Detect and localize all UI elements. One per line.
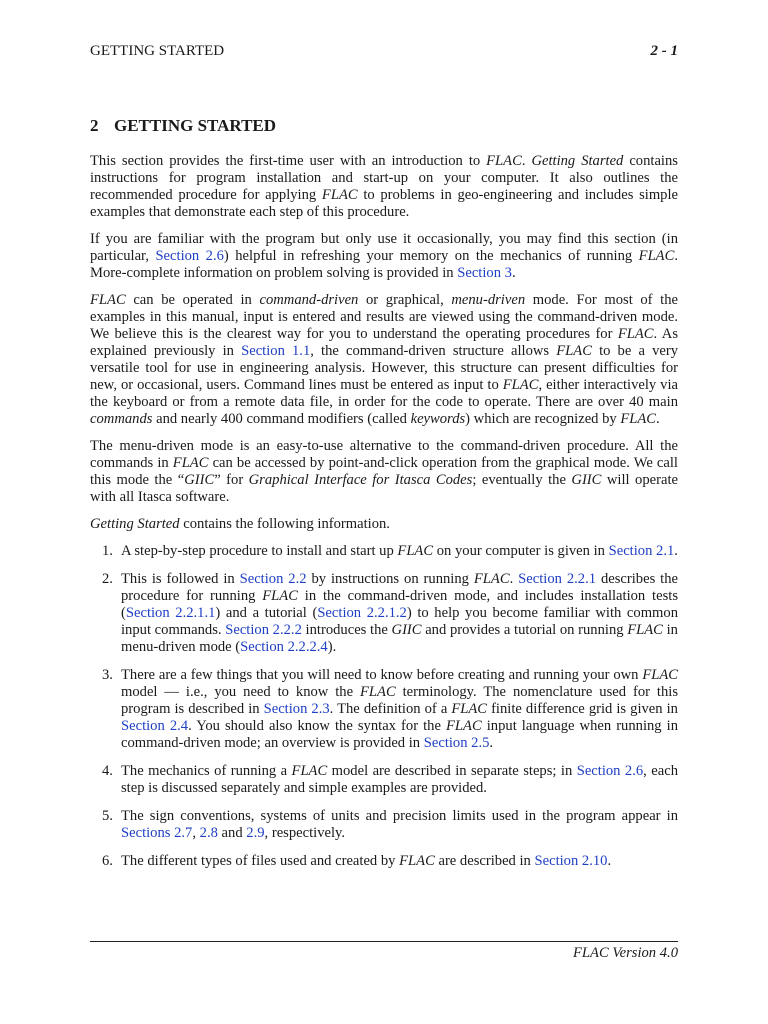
italic-text: FLAC: [627, 622, 663, 638]
text-run: mode. For most of the examples in this manual, input is entered and results are viewed using the command-driven mode. We believe this is the clearest way for you to understand the operating procedures for: [90, 292, 678, 342]
section-link[interactable]: Section 2.2.1.1: [125, 605, 216, 621]
italic-text: FLAC: [397, 543, 434, 559]
text-run: in menu-driven mode (: [121, 622, 678, 655]
text-run: on your computer is given in: [433, 543, 609, 559]
italic-text: FLAC: [638, 248, 675, 264]
section-link[interactable]: Section 2.6: [576, 763, 644, 779]
text-run: , the command-driven structure allows: [310, 343, 557, 359]
text-run: A step-by-step procedure to install and start up: [121, 543, 398, 559]
text-run: .: [674, 543, 678, 559]
paragraphs: [90, 153, 678, 533]
text-run: ) to help you become familiar with common input commands.: [121, 605, 678, 638]
paragraph: [90, 231, 678, 282]
text-run: .: [511, 265, 516, 281]
text-run: introduces the: [301, 622, 392, 638]
italic-text: FLAC: [451, 701, 488, 717]
italic-text: commands: [90, 411, 153, 427]
text-run: ).: [327, 639, 337, 655]
italic-text: Graphical Interface for Itasca Codes: [248, 472, 473, 488]
section-link[interactable]: Section 2.1: [608, 543, 675, 559]
section-link[interactable]: 2.9: [246, 825, 265, 841]
text-run: can be operated in: [125, 292, 260, 308]
text-run: .: [607, 853, 612, 869]
text-run: , respectively.: [264, 825, 346, 841]
text-run: The sign conventions, systems of units and precision limits used in the program appear in: [121, 808, 678, 824]
section-heading: [90, 114, 276, 138]
text-run: The mechanics of running a: [121, 763, 292, 779]
section-link[interactable]: Section 2.4: [121, 718, 189, 734]
italic-text: FLAC: [473, 571, 510, 587]
text-run: The menu-driven mode is an easy-to-use alternative to the command-driven procedure. All the commands in: [90, 438, 678, 471]
text-run: describes the procedure for running: [121, 571, 679, 604]
section-link[interactable]: Section 1.1: [241, 343, 311, 359]
section-link[interactable]: Section 3: [457, 265, 512, 281]
italic-text: FLAC: [360, 684, 396, 700]
italic-text: GIIC: [184, 472, 215, 488]
italic-text: FLAC: [262, 588, 298, 604]
italic-text: menu-driven: [451, 292, 526, 308]
header-section-title: GETTING STARTED: [90, 43, 225, 59]
italic-text: FLAC: [321, 187, 358, 203]
text-run: input language when running in command-driven mode; an overview is provided in: [121, 718, 679, 751]
italic-text: FLAC: [642, 667, 678, 683]
section-link[interactable]: 2.8: [199, 825, 218, 841]
text-run: ” for: [214, 472, 249, 488]
italic-text: GIIC: [571, 472, 602, 488]
text-run: This is followed in: [121, 571, 240, 587]
italic-text: FLAC: [502, 377, 539, 393]
list-item: [90, 808, 678, 842]
text-run: will operate with all Itasca software.: [90, 472, 678, 505]
text-run: ; eventually the: [472, 472, 572, 488]
text-run: ,: [192, 825, 200, 841]
document-page: [90, 0, 678, 1024]
italic-text: FLAC: [172, 455, 209, 471]
text-run: and provides a tutorial on running: [421, 622, 628, 638]
text-run: contains the following information.: [179, 516, 390, 532]
italic-text: FLAC: [620, 411, 657, 427]
italic-text: FLAC: [486, 153, 522, 169]
footer-version: FLAC Version 4.0: [573, 945, 678, 961]
text-run: are described in: [434, 853, 535, 869]
text-run: . The definition of a: [329, 701, 452, 717]
italic-text: Getting Started: [531, 153, 624, 169]
section-link[interactable]: Section 2.2: [239, 571, 307, 587]
text-run: This section provides the first-time user with an introduction to: [90, 153, 487, 169]
text-run: contains instructions for program installation and start-up on your computer. It also outlines the recommended procedure for applying: [90, 153, 678, 203]
italic-text: FLAC: [446, 718, 482, 734]
section-link[interactable]: Section 2.3: [263, 701, 330, 717]
text-run: to problems in geo-engineering and includes simple examples that demonstrate each step of this procedure.: [90, 187, 678, 220]
section-link[interactable]: Section 2.2.1: [518, 571, 597, 587]
italic-text: GIIC: [391, 622, 422, 638]
section-title: GETTING STARTED: [114, 116, 277, 135]
section-link[interactable]: Section 2.2.1.2: [317, 605, 407, 621]
text-run: ) helpful in refreshing your memory on the mechanics of running: [223, 248, 639, 264]
text-run: The different types of files used and created by: [121, 853, 400, 869]
section-link[interactable]: Section 2.10: [534, 853, 608, 869]
text-run: , each step is discussed separately and simple examples are provided.: [121, 763, 678, 796]
paragraph: [90, 438, 678, 506]
text-run: to be a very versatile tool for use in engineering analysis. However, this structure can present difficulties for new, or occasional, users. Command lines must be entered as input to: [90, 343, 678, 393]
text-run: . As explained previously in: [90, 326, 678, 359]
paragraph: [90, 516, 678, 533]
list-item-number: 5.: [102, 808, 113, 824]
italic-text: FLAC: [399, 853, 435, 869]
section-number: 2: [90, 116, 99, 135]
italic-text: FLAC: [291, 763, 328, 779]
section-link[interactable]: Section 2.6: [155, 248, 224, 264]
text-run: ) and a tutorial (: [215, 605, 318, 621]
italic-text: command-driven: [259, 292, 359, 308]
list-item: [90, 853, 678, 870]
text-run: model are described in separate steps; in: [327, 763, 577, 779]
text-run: .: [509, 571, 519, 587]
text-run: .: [489, 735, 494, 751]
list-item-number: 6.: [102, 853, 113, 869]
text-run: by instructions on running: [306, 571, 474, 587]
section-body: [90, 153, 678, 881]
text-run: model — i.e., you need to know the: [121, 684, 361, 700]
list-item: [90, 667, 678, 752]
list-item-number: 4.: [102, 763, 113, 779]
contents-list: [90, 543, 678, 870]
list-item-number: 3.: [102, 667, 113, 683]
list-item-number: 1.: [102, 543, 113, 559]
text-run: in the command-driven mode, and includes installation tests (: [121, 588, 679, 621]
italic-text: FLAC: [617, 326, 654, 342]
text-run: . More-complete information on problem solving is provided in: [90, 248, 678, 281]
text-run: and: [217, 825, 247, 841]
text-run: or graphical,: [358, 292, 452, 308]
section-link[interactable]: Section 2.5: [423, 735, 490, 751]
text-run: terminology. The nomenclature used for this program is described in: [121, 684, 678, 717]
italic-text: FLAC: [90, 292, 126, 308]
list-item: [90, 543, 678, 560]
text-run: .: [521, 153, 532, 169]
text-run: . You should also know the syntax for the: [188, 718, 446, 734]
text-run: and nearly 400 command modifiers (called: [152, 411, 411, 427]
text-run: There are a few things that you will need to know before creating and running your own: [121, 667, 643, 683]
paragraph: [90, 153, 678, 221]
section-link[interactable]: Sections 2.7: [121, 825, 193, 841]
text-run: , either interactively via the keyboard or from a remote data file, in order for the code to operate. There are over 40 main: [90, 377, 678, 410]
section-link[interactable]: Section 2.2.2.4: [240, 639, 328, 655]
list-item: [90, 571, 678, 656]
text-run: .: [656, 411, 660, 427]
footer-rule: [90, 941, 678, 942]
text-run: can be accessed by point-and-click operation from the graphical mode. We call this mode the “: [90, 455, 678, 488]
list-item: [90, 763, 678, 797]
text-run: finite difference grid is given in: [487, 701, 678, 717]
text-run: If you are familiar with the program but only use it occasionally, you may find this section (in particular,: [90, 231, 678, 264]
header-page-number: 2 - 1: [650, 43, 678, 59]
italic-text: Getting Started: [90, 516, 180, 532]
paragraph: [90, 292, 678, 428]
section-link[interactable]: Section 2.2.2: [225, 622, 302, 638]
list-item-number: 2.: [102, 571, 113, 587]
italic-text: keywords: [410, 411, 466, 427]
text-run: ) which are recognized by: [465, 411, 621, 427]
italic-text: FLAC: [556, 343, 592, 359]
